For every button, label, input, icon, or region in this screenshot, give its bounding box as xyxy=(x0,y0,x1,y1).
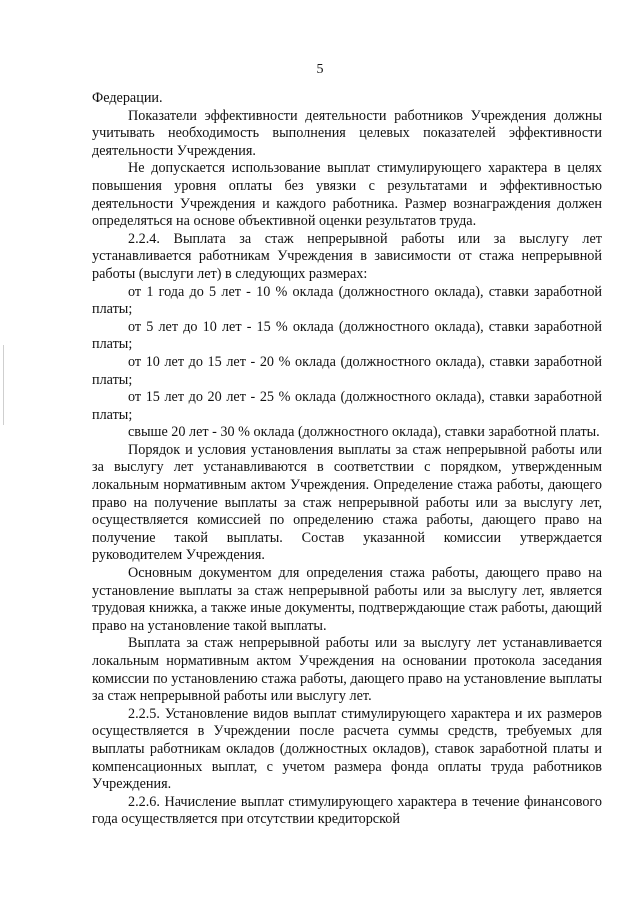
paragraph-procedure: Порядок и условия установления выплаты за стаж непрерывной работы или за выслугу лет устанавливаются в соответствии с порядком, утвержденным локальным нормативным актом Учреждения. Определение стажа работы, дающего право на получение выплаты за стаж непрерывной работы или за выслугу лет, осуществляется комиссией по определению стажа работы, дающего право на получение такой выплаты. Состав указанной комиссии утверждается руководителем Учреждения. xyxy=(92,441,602,564)
page-number: 5 xyxy=(316,62,324,77)
list-item-5-10-years: от 5 лет до 10 лет - 15 % оклада (должностного оклада), ставки заработной платы; xyxy=(92,318,602,353)
list-item-over-20-years: свыше 20 лет - 30 % оклада (должностного оклада), ставки заработной платы. xyxy=(128,424,600,441)
list-item-1-5-years: от 1 года до 5 лет - 10 % оклада (должностного оклада), ставки заработной платы; xyxy=(92,283,602,318)
paragraph-efficiency-indicators: Показатели эффективности деятельности работников Учреждения должны учитывать необходимость выполнения целевых показателей эффективности деятельности Учреждения. xyxy=(92,107,602,159)
list-item-15-20-years: от 15 лет до 20 лет - 25 % оклада (должностного оклада), ставки заработной платы; xyxy=(92,389,602,423)
list-item-10-15-years: от 10 лет до 15 лет - 20 % оклада (должностного оклада), ставки заработной платы; xyxy=(92,353,602,388)
paragraph-main-document: Основным документом для определения стажа работы, дающего право на установление выплаты за стаж непрерывной работы или за выслугу лет, является трудовая книжка, а также иные документы, подтверждающие стаж работы, дающий право на установление такой выплаты. xyxy=(92,565,602,634)
paragraph-no-unlinked-payments: Не допускается использование выплат стимулирующего характера в целях повышения уровня оплаты без увязки с результатами и эффективностью деятельности Учреждения и каждого работника. Размер вознаграждения должен определяться на основе объективной оценки результатов труда. xyxy=(92,160,602,230)
paragraph-2-2-4: 2.2.4. Выплата за стаж непрерывной работы или за выслугу лет устанавливается работникам Учреждения в зависимости от стажа непрерывной работы (выслуги лет) в следующих размерах: xyxy=(92,230,602,282)
paragraph-2-2-5: 2.2.5. Установление видов выплат стимулирующего характера и их размеров осуществляется в Учреждении после расчета суммы средств, требуемых для выплаты работникам окладов (должностных окладов), ставок заработной платы и компенсационных выплат, с учетом размера фонда оплаты труда работников Учреждения. xyxy=(92,705,602,793)
paragraph-payment-established: Выплата за стаж непрерывной работы или за выслугу лет устанавливается локальным нормативным актом Учреждения на основании протокола заседания комиссии по установлению стажа работы, дающего право на установление выплаты за стаж непрерывной работы или выслугу лет. xyxy=(92,635,602,705)
document-body xyxy=(92,90,602,829)
scan-artifact xyxy=(3,345,4,425)
paragraph-2-2-6: 2.2.6. Начисление выплат стимулирующего характера в течение финансового года осуществляется при отсутствии кредиторской xyxy=(92,793,602,828)
paragraph-continuation: Федерации. xyxy=(92,90,163,106)
